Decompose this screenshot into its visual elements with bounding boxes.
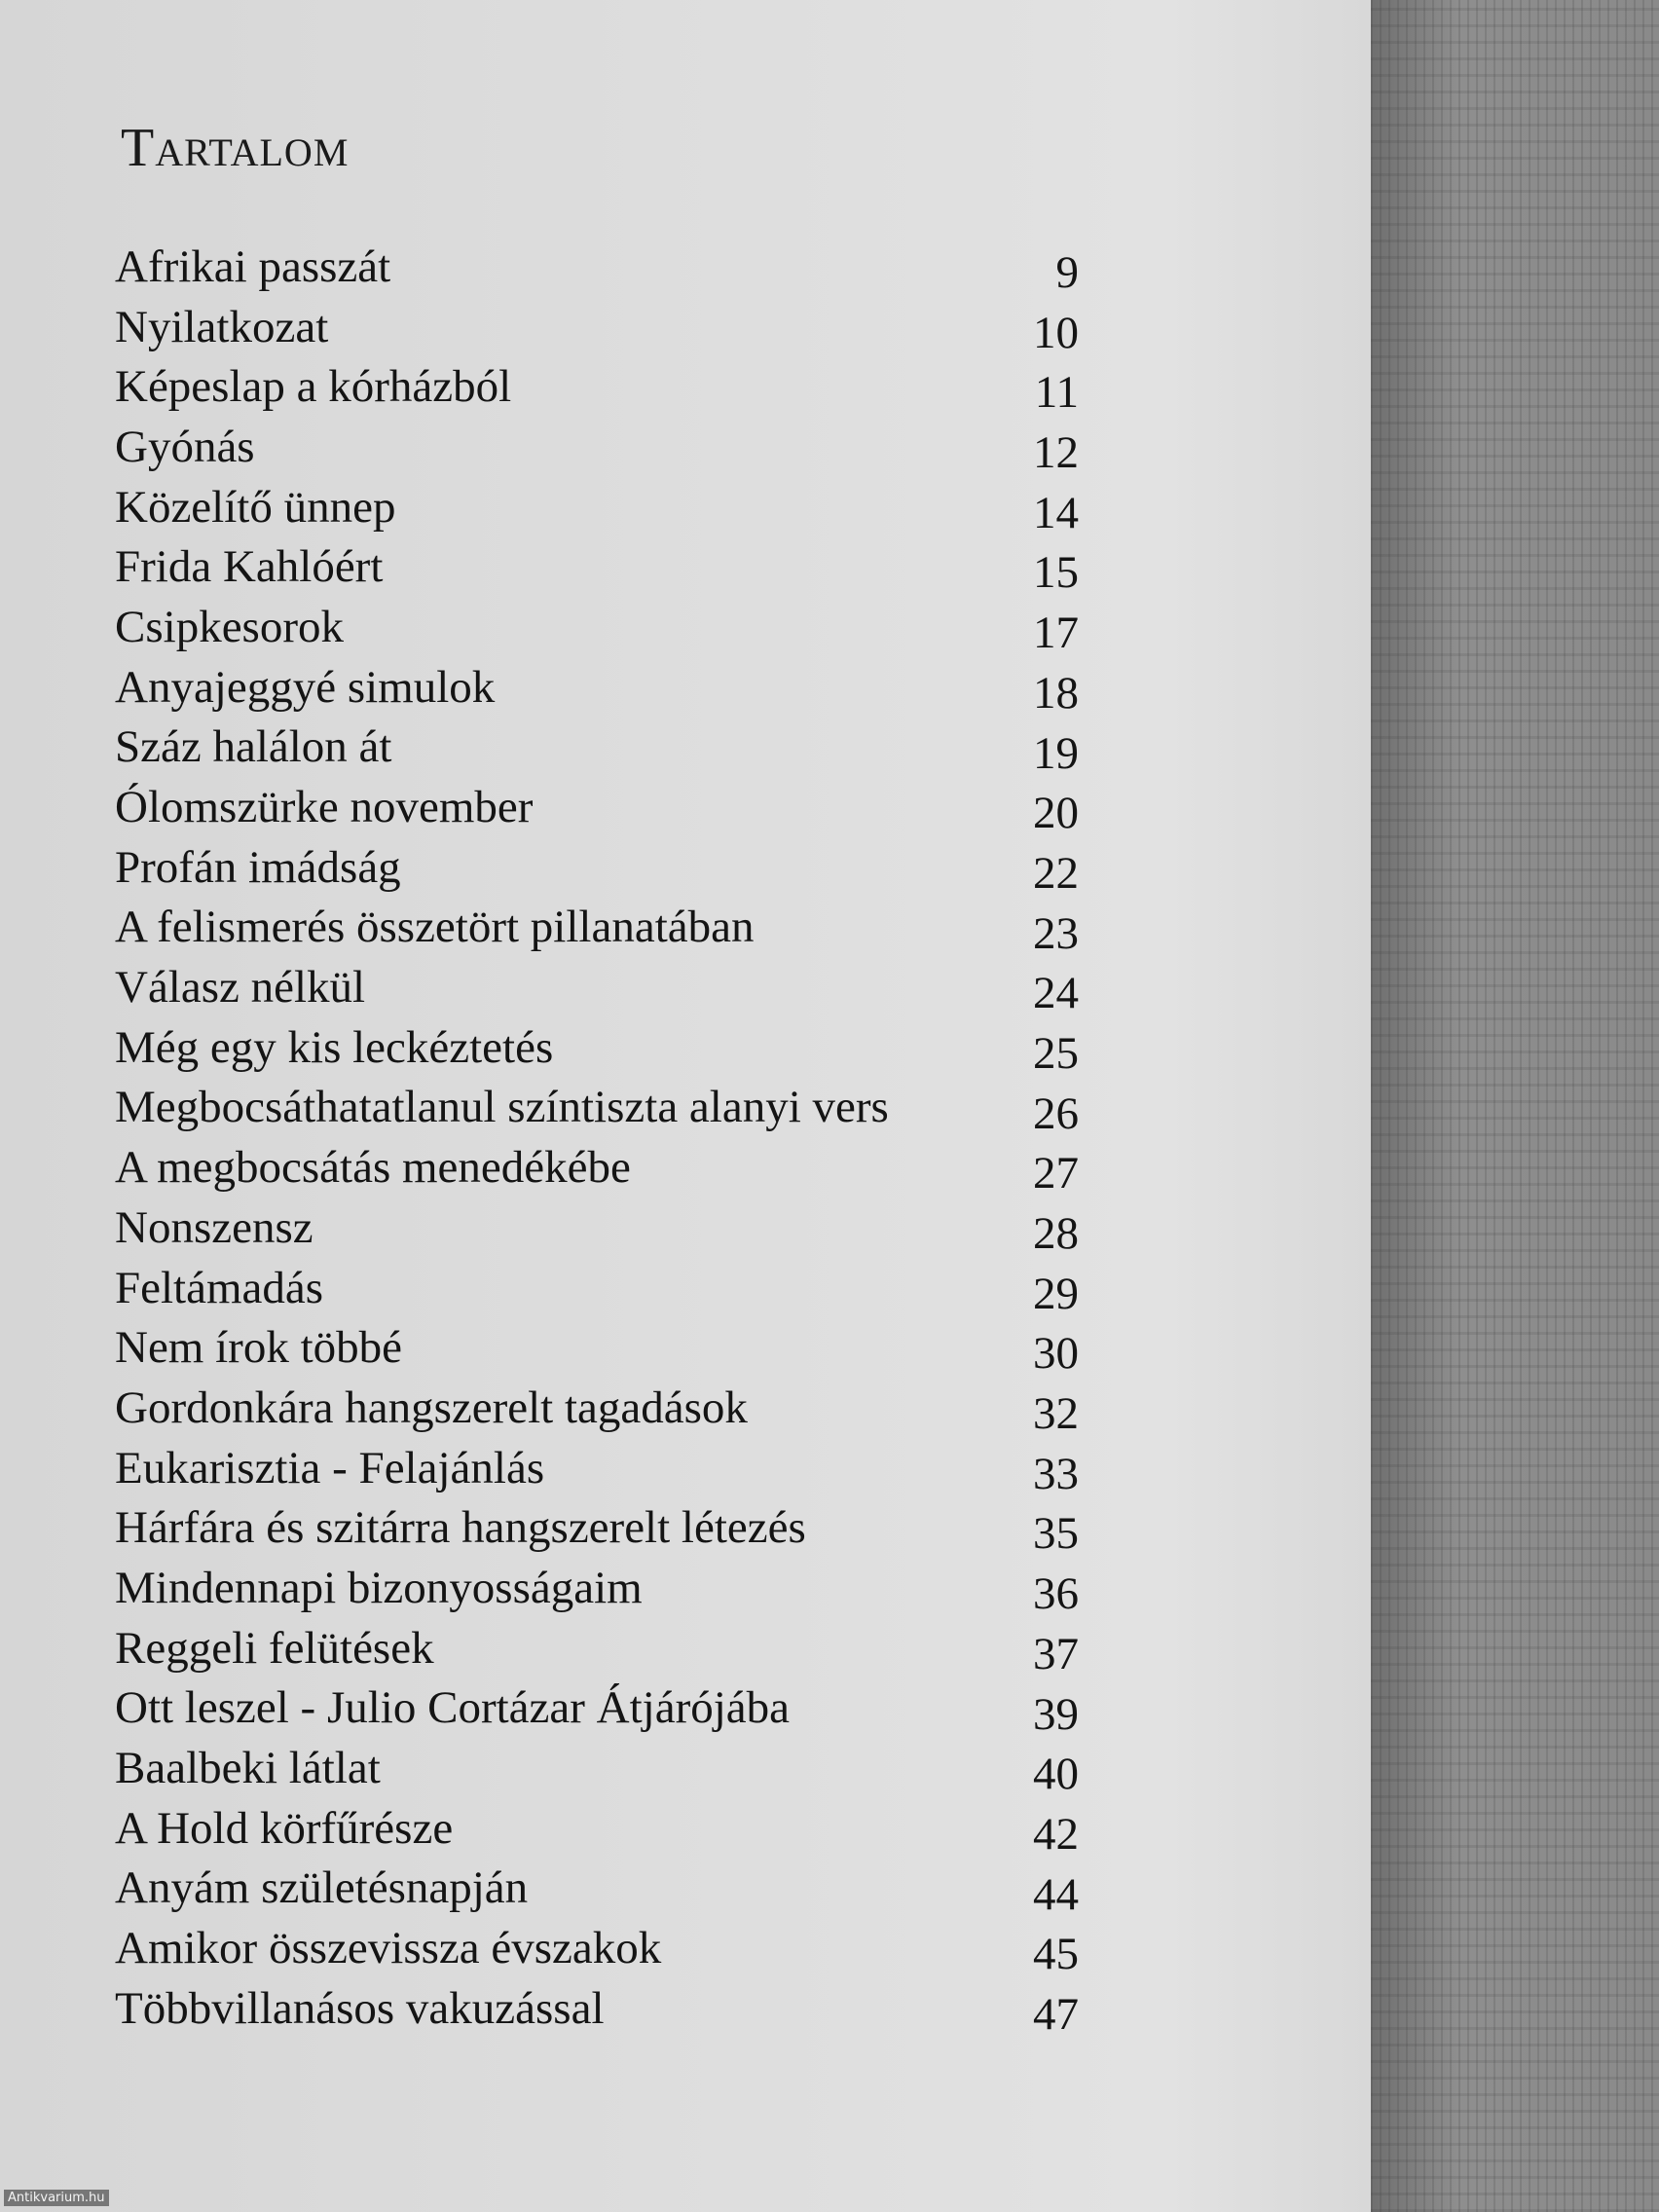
toc-entry-title: Anyajeggyé simulok xyxy=(115,661,496,713)
toc-entry xyxy=(115,477,1079,537)
toc-entry-page: 28 xyxy=(1033,1208,1079,1259)
toc-entry-page: 10 xyxy=(1033,307,1079,358)
toc-entry-title: A felismerés összetört pillanatában xyxy=(115,902,755,953)
toc-entry-page: 44 xyxy=(1033,1868,1079,1920)
toc-entry xyxy=(115,597,1079,657)
toc-entry-page: 42 xyxy=(1033,1808,1079,1860)
toc-entry xyxy=(115,777,1079,837)
toc-entry-page: 23 xyxy=(1033,907,1079,959)
watermark: Antikvarium.hu xyxy=(4,2190,109,2206)
toc-entry xyxy=(115,1198,1079,1258)
toc-entry-title: Csipkesorok xyxy=(115,601,344,652)
toc-entry-title: Gyónás xyxy=(115,421,255,472)
toc-entry-title: Nonszensz xyxy=(115,1201,313,1253)
toc-entry xyxy=(115,1497,1079,1558)
toc-entry xyxy=(115,718,1079,778)
toc-entry-title: Képeslap a kórházból xyxy=(115,361,512,413)
toc-entry-title: Ott leszel - Julio Cortázar Átjárójába xyxy=(115,1682,790,1734)
toc-entry xyxy=(115,417,1079,477)
toc-entry-title: Gordonkára hangszerelt tagadások xyxy=(115,1382,748,1433)
toc-entry xyxy=(115,237,1079,297)
toc-entry xyxy=(115,657,1079,718)
toc-entry-page: 19 xyxy=(1033,727,1079,779)
toc-entry xyxy=(115,297,1079,357)
toc-entry-page: 18 xyxy=(1033,667,1079,719)
toc-entry xyxy=(115,1558,1079,1618)
toc-entry-title: Nyilatkozat xyxy=(115,301,329,352)
toc-entry-title: Válasz nélkül xyxy=(115,962,366,1014)
toc-entry xyxy=(115,837,1079,898)
toc-entry-title: Eukarisztia - Felajánlás xyxy=(115,1442,545,1493)
toc-entry-title: Hárfára és szitárra hangszerelt létezés xyxy=(115,1502,806,1554)
toc-entry-title: Száz halálon át xyxy=(115,721,392,773)
toc-entry xyxy=(115,1378,1079,1438)
toc-entry-title: A Hold körfűrésze xyxy=(115,1802,454,1854)
toc-entry-page: 32 xyxy=(1033,1388,1079,1440)
toc-entry xyxy=(115,1438,1079,1498)
toc-entry-title: Többvillanásos vakuzással xyxy=(115,1982,605,2034)
toc-entry-title: Mindennapi bizonyosságaim xyxy=(115,1562,643,1613)
toc-entry-page: 36 xyxy=(1033,1568,1079,1620)
toc-entry xyxy=(115,1317,1079,1378)
toc-entry xyxy=(115,1078,1079,1138)
toc-entry xyxy=(115,1258,1079,1318)
toc-entry-page: 33 xyxy=(1033,1448,1079,1499)
toc-entry xyxy=(115,1798,1079,1859)
toc-entry xyxy=(115,1137,1079,1198)
toc-entry-page: 30 xyxy=(1033,1328,1079,1380)
toc-entry xyxy=(115,898,1079,958)
toc-entry-title: Ólomszürke november xyxy=(115,782,534,833)
toc-entry-page: 45 xyxy=(1033,1929,1079,1980)
page-title xyxy=(121,117,349,179)
toc-entry-title: Megbocsáthatatlanul színtiszta alanyi vers xyxy=(115,1082,889,1133)
toc-entry xyxy=(115,1738,1079,1798)
toc-entry-page: 17 xyxy=(1033,608,1079,659)
toc-entry-page: 25 xyxy=(1033,1027,1079,1079)
title-rest: ARTALOM xyxy=(155,130,350,174)
toc-entry-title: Még egy kis leckéztetés xyxy=(115,1021,554,1073)
toc-entry-page: 24 xyxy=(1033,968,1079,1019)
toc-entry-page: 26 xyxy=(1033,1088,1079,1139)
toc-entry xyxy=(115,1978,1079,2039)
toc-entry xyxy=(115,1678,1079,1739)
toc-entry-page: 15 xyxy=(1033,547,1079,599)
toc-entry-page: 39 xyxy=(1033,1688,1079,1740)
toc-entry-title: Amikor összevissza évszakok xyxy=(115,1923,662,1974)
toc-entry xyxy=(115,1859,1079,1919)
toc-entry xyxy=(115,356,1079,417)
toc-entry-title: Nem írok többé xyxy=(115,1322,402,1374)
toc-entry-page: 37 xyxy=(1033,1628,1079,1679)
toc-entry-title: Baalbeki látlat xyxy=(115,1743,381,1794)
toc-entry-page: 14 xyxy=(1033,487,1079,538)
toc-entry-page: 27 xyxy=(1033,1148,1079,1199)
toc-entry-page: 20 xyxy=(1033,788,1079,839)
toc-entry-title: Profán imádság xyxy=(115,841,401,893)
toc-entry-page: 9 xyxy=(1055,247,1079,298)
toc-entry-title: Afrikai passzát xyxy=(115,240,391,292)
toc-entry-title: A megbocsátás menedékébe xyxy=(115,1142,631,1194)
table-of-contents xyxy=(115,237,1079,2039)
toc-entry-page: 47 xyxy=(1033,1988,1079,2040)
toc-entry-title: Anyám születésnapján xyxy=(115,1862,529,1914)
toc-entry-title: Frida Kahlóért xyxy=(115,541,384,593)
toc-entry-page: 29 xyxy=(1033,1268,1079,1319)
toc-entry xyxy=(115,1618,1079,1678)
toc-entry xyxy=(115,1017,1079,1078)
title-initial: T xyxy=(121,118,156,178)
toc-entry-page: 35 xyxy=(1033,1508,1079,1560)
toc-entry-title: Közelítő ünnep xyxy=(115,481,396,533)
toc-entry-title: Reggeli felütések xyxy=(115,1622,434,1674)
toc-entry-page: 40 xyxy=(1033,1749,1079,1800)
toc-entry-page: 11 xyxy=(1034,367,1079,419)
toc-entry xyxy=(115,536,1079,597)
background-surface xyxy=(1371,0,1659,2212)
toc-entry-page: 12 xyxy=(1033,427,1079,479)
toc-entry-page: 22 xyxy=(1033,847,1079,899)
toc-entry-title: Feltámadás xyxy=(115,1262,324,1313)
toc-entry xyxy=(115,957,1079,1017)
toc-entry xyxy=(115,1918,1079,1978)
